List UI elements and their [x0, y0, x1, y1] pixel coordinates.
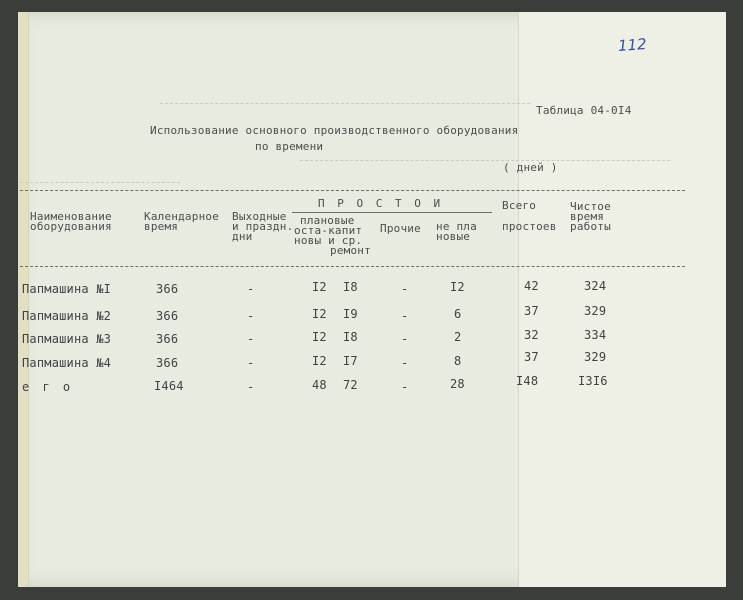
row-total: 32 [524, 328, 539, 342]
row-total: 37 [524, 350, 539, 364]
header-total-2: простоев [502, 220, 557, 233]
row-name: Папмашина №2 [22, 309, 112, 323]
row-repair: I8 [343, 330, 358, 344]
header-top-rule [20, 190, 685, 191]
header-equipment: Наименование оборудования [30, 210, 112, 233]
row-other: - [401, 332, 409, 346]
row-name: Папмашина №3 [22, 332, 112, 346]
row-unplanned: 6 [454, 307, 462, 321]
row-name: Папмашина №4 [22, 356, 112, 370]
row-holidays: - [247, 332, 255, 346]
row-calendar: 366 [156, 309, 179, 323]
row-net: 329 [584, 350, 607, 364]
header-planned: плановые [300, 214, 355, 227]
row-holidays: - [247, 356, 255, 370]
total-unplanned: 28 [450, 377, 465, 391]
header-bottom-rule [20, 266, 685, 267]
header-holidays: Выходные и праздн. дни [232, 210, 294, 243]
table-subtitle: по времени [255, 140, 324, 153]
row-total: 37 [524, 304, 539, 318]
header-other: Прочие [380, 222, 421, 235]
total-stops: 48 [312, 378, 327, 392]
header-total-1: Всего [502, 199, 537, 212]
row-other: - [401, 282, 409, 296]
row-stops: I2 [312, 307, 327, 321]
units-label: ( дней ) [503, 161, 558, 174]
header-downtime-group: П Р О С Т О И [318, 197, 444, 210]
row-net: 329 [584, 304, 607, 318]
row-repair: I7 [343, 354, 358, 368]
row-name: Папмашина №I [22, 282, 112, 296]
bleed-line [160, 103, 530, 104]
document-sheet [18, 12, 725, 587]
row-total: 42 [524, 279, 539, 293]
row-repair: I9 [343, 307, 358, 321]
table-label: Таблица 04-0I4 [536, 104, 632, 117]
header-planned-sub: оста-капит новы и ср. ремонт [294, 224, 371, 257]
row-unplanned: I2 [450, 280, 465, 294]
total-repair: 72 [343, 378, 358, 392]
row-other: - [401, 356, 409, 370]
row-repair: I8 [343, 280, 358, 294]
header-net: Чистое время работы [570, 200, 611, 233]
row-calendar: 366 [156, 332, 179, 346]
row-net: 324 [584, 279, 607, 293]
header-calendar: Календарное время [144, 210, 220, 233]
bleed-line [300, 160, 670, 161]
row-net: 334 [584, 328, 607, 342]
right-fold-panel [518, 12, 726, 587]
row-calendar: 366 [156, 356, 179, 370]
bleed-line [20, 182, 180, 183]
total-total: I48 [516, 374, 539, 388]
row-stops: I2 [312, 354, 327, 368]
page-number: 112 [617, 35, 648, 55]
table-title: Использование основного производственного оборудования [150, 124, 519, 137]
downtime-group-rule [292, 212, 492, 213]
row-unplanned: 2 [454, 330, 462, 344]
left-paper-edge [18, 12, 29, 587]
row-holidays: - [247, 282, 255, 296]
row-stops: I2 [312, 330, 327, 344]
total-holidays: - [247, 380, 255, 394]
total-other: - [401, 380, 409, 394]
total-net: I3I6 [578, 374, 608, 388]
total-calendar: I464 [154, 379, 184, 393]
row-other: - [401, 309, 409, 323]
total-name: е г о [22, 380, 74, 394]
row-calendar: 366 [156, 282, 179, 296]
row-unplanned: 8 [454, 354, 462, 368]
row-stops: I2 [312, 280, 327, 294]
row-holidays: - [247, 309, 255, 323]
header-unplanned: не пла новые [436, 220, 477, 243]
